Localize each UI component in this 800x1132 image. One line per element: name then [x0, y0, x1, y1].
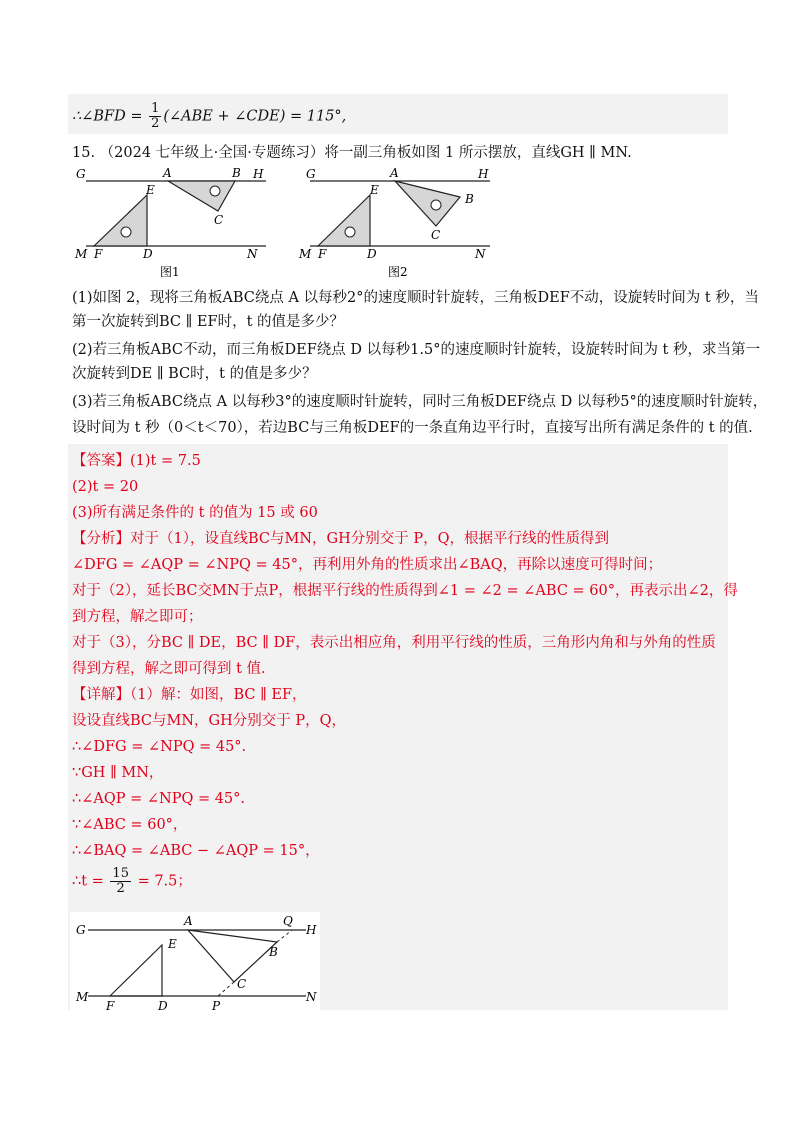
sol-label-H: H: [306, 923, 317, 937]
problem-header: 15. （2024 七年级上·全国·专题练习）将一副三角板如图 1 所示摆放，直线GH ∥ MN.: [72, 145, 632, 161]
detail-6: ∵∠ABC = 60°，: [72, 817, 188, 833]
detail-5: ∴∠AQP = ∠NPQ = 45°.: [72, 791, 246, 807]
fig2-label-M: M: [299, 247, 312, 261]
sol-label-N: N: [306, 990, 317, 1004]
sol-label-D: D: [158, 999, 168, 1012]
q3-line2: 设时间为 t 秒（0＜t＜70），若边BC与三角板DEF的一条直角边平行时，直接写出所有满足条件的 t 的值.: [72, 420, 753, 436]
fig2-label-N: N: [475, 247, 486, 261]
sol-label-E: E: [168, 937, 177, 951]
solution-figure: [70, 912, 320, 1012]
answer-1: 【答案】(1)t = 7.5: [72, 453, 201, 469]
detail-8-prefix: ∴t =: [72, 873, 109, 890]
fig1-label-D: D: [143, 247, 153, 261]
fig1-label-H: H: [253, 167, 264, 181]
sol-label-Q: Q: [283, 914, 293, 928]
fig2-caption: 图2: [388, 265, 408, 279]
fig2-label-D: D: [367, 247, 377, 261]
fig2-label-E: E: [370, 183, 379, 197]
detail-3: ∴∠DFG = ∠NPQ = 45°.: [72, 739, 247, 755]
detail-4: ∵GH ∥ MN，: [72, 765, 164, 781]
detail-8-suffix: = 7.5；: [132, 873, 192, 890]
fig1-label-M: M: [75, 247, 88, 261]
detail-1: 【详解】（1）解：如图，BC ∥ EF，: [72, 687, 307, 703]
intro-frac-den: 2: [151, 116, 160, 131]
sol-label-A: A: [184, 914, 193, 928]
intro-suffix: (∠ABE + ∠CDE) = 115°,: [163, 108, 347, 125]
fig1-label-C: C: [214, 213, 224, 227]
analysis-3: 对于（2），延长BC交MN于点P，根据平行线的性质得到∠1 = ∠2 = ∠ABC = 60°，再表示出∠2，得: [72, 583, 738, 599]
fig2-label-C: C: [431, 228, 441, 242]
fig1-label-B: B: [232, 166, 241, 180]
analysis-6: 得到方程，解之即可得到 t 值.: [72, 661, 266, 677]
fig1-label-E: E: [146, 183, 155, 197]
q1-line2: 第一次旋转到BC ∥ EF时，t 的值是多少？: [72, 314, 345, 330]
fig2-label-B: B: [465, 192, 474, 206]
fig1-label-N: N: [247, 247, 258, 261]
fig2-label-H: H: [478, 167, 489, 181]
fig2-label-A: A: [390, 166, 399, 180]
fig2-label-G: G: [306, 167, 316, 181]
answer-2: (2)t = 20: [72, 479, 139, 495]
fig1-caption: 图1: [160, 265, 180, 279]
intro-frac-num: 1: [151, 101, 160, 116]
analysis-4: 到方程，解之即可；: [72, 609, 203, 625]
sol-label-C: C: [237, 977, 247, 991]
q3-line1: (3)若三角板ABC绕点 A 以每秒3°的速度顺时针旋转，同时三角板DEF绕点 D 以每秒5°的速度顺时针旋转，: [72, 394, 768, 410]
q2-line1: (2)若三角板ABC不动，而三角板DEF绕点 D 以每秒1.5°的速度顺时针旋转，设旋转时间为 t 秒，求当第一: [72, 342, 760, 358]
detail-8-frac-num: 15: [112, 866, 129, 881]
fig1-label-F: F: [94, 247, 103, 261]
sol-label-G: G: [76, 923, 86, 937]
q1-line1: (1)如图 2，现将三角板ABC绕点 A 以每秒2°的速度顺时针旋转，三角板DEF不动，设旋转时间为 t 秒，当: [72, 290, 759, 306]
detail-8: [72, 867, 192, 896]
intro-fraction: [149, 102, 161, 131]
sol-label-P: P: [212, 999, 221, 1012]
fig1-label-A: A: [163, 166, 172, 180]
fig1-label-G: G: [76, 167, 86, 181]
sol-label-M: M: [76, 990, 89, 1004]
figure-2: [298, 166, 490, 279]
q2-line2: 次旋转到DE ∥ BC时，t 的值是多少？: [72, 366, 317, 382]
detail-2: 设设直线BC与MN，GH分别交于 P，Q，: [72, 713, 347, 729]
intro-prefix: ∴∠BFD =: [72, 108, 148, 125]
analysis-1: 【分析】对于（1），设直线BC与MN，GH分别交于 P，Q，根据平行线的性质得到: [72, 531, 610, 547]
fig2-label-F: F: [318, 247, 327, 261]
sol-label-F: F: [106, 999, 115, 1012]
analysis-5: 对于（3），分BC ∥ DE，BC ∥ DF，表示出相应角，利用平行线的性质，三角形内角和与外角的性质: [72, 635, 716, 651]
detail-8-frac-den: 2: [116, 881, 125, 896]
intro-line: [72, 102, 346, 131]
detail-8-fraction: [110, 867, 131, 896]
detail-7: ∴∠BAQ = ∠ABC − ∠AQP = 15°，: [72, 843, 320, 859]
analysis-2: ∠DFG = ∠AQP = ∠NPQ = 45°，再利用外角的性质求出∠BAQ，再除以速度可得时间；: [72, 557, 663, 573]
figure-1: [74, 166, 266, 279]
answer-3: (3)所有满足条件的 t 的值为 15 或 60: [72, 505, 318, 521]
sol-label-B: B: [269, 945, 278, 959]
figures-1-2: [70, 163, 490, 283]
